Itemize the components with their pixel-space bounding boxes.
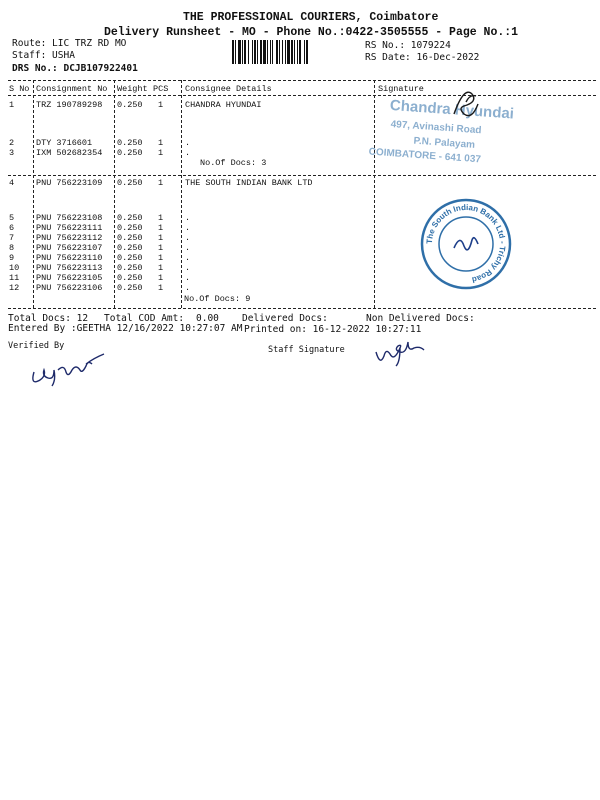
barcode-bar bbox=[287, 40, 290, 64]
cell-weight: 0.250 bbox=[117, 223, 143, 233]
cell-weight: 0.250 bbox=[117, 283, 143, 293]
total-cod-value: 0.00 bbox=[196, 313, 219, 324]
verifier-signature-mark bbox=[28, 352, 110, 392]
docs-count: No.Of Docs: 9 bbox=[184, 294, 251, 304]
col-header-sno: S No bbox=[9, 84, 30, 94]
cell-sno: 3 bbox=[9, 148, 15, 158]
barcode-bar bbox=[270, 40, 271, 64]
cell-sno: 9 bbox=[9, 253, 15, 263]
cell-sno: 2 bbox=[9, 138, 15, 148]
cell-weight: 0.250 bbox=[117, 100, 143, 110]
cell-pcs: 1 bbox=[158, 138, 164, 148]
barcode-bar bbox=[282, 40, 283, 64]
cell-sno: 8 bbox=[9, 243, 15, 253]
total-docs: Total Docs: 12 bbox=[8, 313, 89, 324]
rs-date: RS Date: 16-Dec-2022 bbox=[365, 52, 480, 63]
entered-by: Entered By :GEETHA 12/16/2022 10:27:07 AM bbox=[8, 323, 243, 334]
cell-pcs: 1 bbox=[158, 263, 164, 273]
col-divider bbox=[114, 80, 115, 308]
barcode-bar bbox=[238, 40, 241, 64]
cell-consignment: PNU 756223108 bbox=[36, 213, 103, 223]
cell-consignment: PNU 756223111 bbox=[36, 223, 103, 233]
company-title: THE PROFESSIONAL COURIERS, Coimbatore bbox=[183, 11, 439, 24]
route-label: Route: LIC TRZ RD MO bbox=[12, 38, 127, 49]
cell-sno: 6 bbox=[9, 223, 15, 233]
barcode-bar bbox=[304, 40, 305, 64]
cell-sno: 5 bbox=[9, 213, 15, 223]
cell-consignee: . bbox=[185, 253, 191, 263]
barcode-bar bbox=[248, 40, 249, 64]
cell-consignee: . bbox=[185, 243, 191, 253]
staff-signature-mark bbox=[374, 338, 436, 372]
barcode-bar bbox=[242, 40, 243, 64]
cell-consignee: . bbox=[185, 213, 191, 223]
svg-text:Chandra Hyundai: Chandra Hyundai bbox=[389, 96, 515, 123]
cell-consignee: . bbox=[185, 223, 191, 233]
cell-pcs: 1 bbox=[158, 178, 164, 188]
cell-consignment: PNU 756223112 bbox=[36, 233, 103, 243]
cell-sno: 7 bbox=[9, 233, 15, 243]
cell-consignment: PNU 756223107 bbox=[36, 243, 103, 253]
barcode-bar bbox=[272, 40, 273, 64]
cell-consignee: . bbox=[185, 148, 191, 158]
cell-consignee: . bbox=[185, 273, 191, 283]
printed-on: Printed on: 16-12-2022 10:27:11 bbox=[244, 324, 422, 335]
table-bottom-rule bbox=[8, 308, 596, 309]
cell-consignee: THE SOUTH INDIAN BANK LTD bbox=[185, 178, 313, 188]
cell-weight: 0.250 bbox=[117, 253, 143, 263]
barcode-bar bbox=[254, 40, 256, 64]
svg-text:The South Indian Bank Ltd - Tr: The South Indian Bank Ltd - Trichy Road bbox=[424, 202, 508, 285]
cell-consignment: TRZ 190789298 bbox=[36, 100, 103, 110]
barcode-bar bbox=[276, 40, 278, 64]
staff-signature-label: Staff Signature bbox=[268, 345, 345, 355]
cell-consignee: . bbox=[185, 138, 191, 148]
cell-consignee: . bbox=[185, 233, 191, 243]
col-header-pcs: PCS bbox=[153, 84, 169, 94]
cell-pcs: 1 bbox=[158, 223, 164, 233]
cell-consignment: PNU 756223106 bbox=[36, 283, 103, 293]
barcode-bar bbox=[297, 40, 298, 64]
cell-weight: 0.250 bbox=[117, 213, 143, 223]
total-cod-label: Total COD Amt: bbox=[104, 313, 185, 324]
col-header-signature: Signature bbox=[378, 84, 424, 94]
cell-consignee: . bbox=[185, 283, 191, 293]
col-header-consignment: Consignment No bbox=[36, 84, 108, 94]
barcode-bar bbox=[291, 40, 293, 64]
barcode-bar bbox=[285, 40, 286, 64]
barcode bbox=[232, 40, 360, 64]
col-header-weight: Weight bbox=[117, 84, 148, 94]
barcode-bar bbox=[235, 40, 236, 64]
barcode-bar bbox=[299, 40, 301, 64]
cell-consignee: . bbox=[185, 263, 191, 273]
cell-weight: 0.250 bbox=[117, 263, 143, 273]
cell-weight: 0.250 bbox=[117, 233, 143, 243]
cell-sno: 10 bbox=[9, 263, 20, 273]
cell-consignment: PNU 756223113 bbox=[36, 263, 103, 273]
cell-pcs: 1 bbox=[158, 273, 164, 283]
cell-weight: 0.250 bbox=[117, 148, 143, 158]
cell-pcs: 1 bbox=[158, 148, 164, 158]
cell-pcs: 1 bbox=[158, 233, 164, 243]
cell-weight: 0.250 bbox=[117, 138, 143, 148]
cell-weight: 0.250 bbox=[117, 178, 143, 188]
cell-weight: 0.250 bbox=[117, 273, 143, 283]
barcode-bar bbox=[263, 40, 266, 64]
table-top-rule bbox=[8, 80, 596, 81]
cell-consignment: DTY 3716601 bbox=[36, 138, 93, 148]
barcode-bar bbox=[260, 40, 262, 64]
cell-consignment: PNU 756223109 bbox=[36, 178, 103, 188]
cell-sno: 12 bbox=[9, 283, 20, 293]
verified-by-label: Verified By bbox=[8, 341, 65, 351]
barcode-bar bbox=[294, 40, 295, 64]
svg-text:P.N. Palayam: P.N. Palayam bbox=[413, 135, 476, 151]
cell-pcs: 1 bbox=[158, 213, 164, 223]
rs-number: RS No.: 1079224 bbox=[365, 40, 451, 51]
cell-pcs: 1 bbox=[158, 283, 164, 293]
cell-consignee: CHANDRA HYUNDAI bbox=[185, 100, 262, 110]
barcode-bar bbox=[306, 40, 308, 64]
drs-number: DRS No.: DCJB107922401 bbox=[12, 63, 138, 74]
delivered-docs: Delivered Docs: bbox=[242, 313, 328, 324]
cell-consignment: PNU 756223110 bbox=[36, 253, 103, 263]
non-delivered-docs: Non Delivered Docs: bbox=[366, 313, 475, 324]
barcode-bar bbox=[244, 40, 246, 64]
runsheet-subtitle: Delivery Runsheet - MO - Phone No.:0422-3505555 - Page No.:1 bbox=[104, 26, 519, 39]
cell-sno: 4 bbox=[9, 178, 15, 188]
cell-sno: 1 bbox=[9, 100, 15, 110]
staff-label: Staff: USHA bbox=[12, 50, 75, 61]
svg-text:497, Avinashi Road: 497, Avinashi Road bbox=[390, 118, 482, 137]
signature-mark bbox=[446, 84, 486, 124]
cell-weight: 0.250 bbox=[117, 243, 143, 253]
col-divider bbox=[181, 80, 182, 308]
barcode-bar bbox=[232, 40, 234, 64]
cell-consignment: PNU 756223105 bbox=[36, 273, 103, 283]
bank-round-stamp bbox=[418, 196, 514, 292]
docs-count: No.Of Docs: 3 bbox=[200, 158, 267, 168]
cell-pcs: 1 bbox=[158, 243, 164, 253]
cell-pcs: 1 bbox=[158, 100, 164, 110]
cell-pcs: 1 bbox=[158, 253, 164, 263]
barcode-bar bbox=[257, 40, 258, 64]
col-divider bbox=[33, 80, 34, 308]
barcode-bar bbox=[279, 40, 280, 64]
barcode-bar bbox=[267, 40, 268, 64]
barcode-bar bbox=[252, 40, 253, 64]
cell-sno: 11 bbox=[9, 273, 20, 283]
svg-text:COIMBATORE - 641 037: COIMBATORE - 641 037 bbox=[368, 146, 482, 166]
col-header-consignee: Consignee Details bbox=[185, 84, 272, 94]
cell-consignment: IXM 502682354 bbox=[36, 148, 103, 158]
